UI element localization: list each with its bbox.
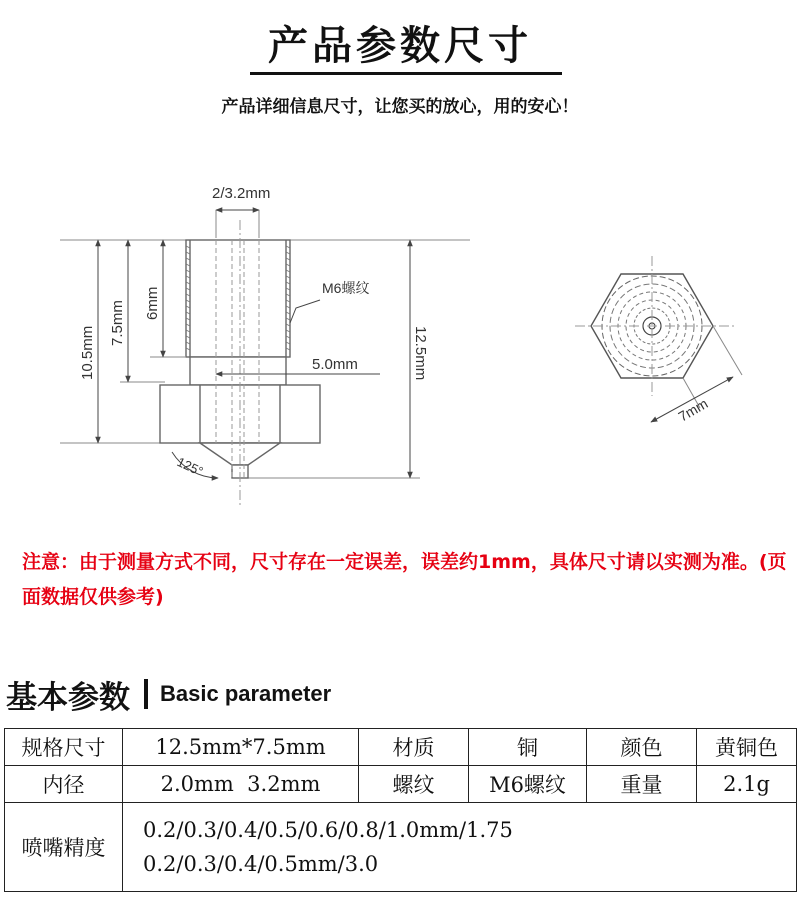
dim-hex-label: 7mm [675,395,711,425]
thread-value: M6螺纹 [469,766,587,803]
material-label: 材质 [359,729,469,766]
table-row [5,803,797,892]
measurement-note: 注意：由于测量方式不同，尺寸存在一定误差，误差约1mm，具体尺寸请以实测为准。(页面数据仅供参考) [22,551,787,608]
nozzle-top-view [575,256,742,425]
dim-thread-label: M6螺纹 [322,280,370,296]
section-title-en: Basic parameter [160,681,332,706]
table-row [5,729,797,766]
dim-7-5mm-label: 7.5mm [109,300,126,346]
thread-label: 螺纹 [359,766,469,803]
weight-label: 重量 [587,766,697,803]
precision-line-2: 0.2/0.3/0.4/0.5mm/3.0 [143,852,379,876]
dim-12-5mm-label: 12.5mm [412,326,429,381]
weight-value: 2.1g [697,766,797,803]
inner-diameter-value: 2.0mm 3.2mm [123,766,359,803]
color-label: 颜色 [587,729,697,766]
section-header [6,672,331,716]
page-title: 产品参数尺寸 [268,23,532,69]
dim-5mm-label: 5.0mm [312,356,358,373]
parameter-table [4,728,797,892]
nozzle-dimension-drawing [0,160,800,530]
nozzle-precision-value [123,803,797,892]
table-row [5,766,797,803]
section-title-cn: 基本参数 [6,679,130,716]
title-underline [250,72,562,75]
inner-diameter-label: 内径 [5,766,123,803]
spec-size-value: 12.5mm*7.5mm [123,729,359,766]
dim-top-label: 2/3.2mm [212,185,271,202]
precision-line-1: 0.2/0.3/0.4/0.5/0.6/0.8/1.0mm/1.75 [143,818,513,842]
material-value: 铜 [469,729,587,766]
page-subtitle: 产品详细信息尺寸，让您买的放心，用的安心！ [221,97,579,117]
spec-size-label: 规格尺寸 [5,729,123,766]
dim-10-5mm-label: 10.5mm [79,325,96,380]
section-divider [144,679,148,709]
dim-angle-label: 125° [174,454,206,480]
dim-6mm-label: 6mm [144,286,161,320]
color-value: 黄铜色 [697,729,797,766]
nozzle-precision-label: 喷嘴精度 [5,803,123,892]
